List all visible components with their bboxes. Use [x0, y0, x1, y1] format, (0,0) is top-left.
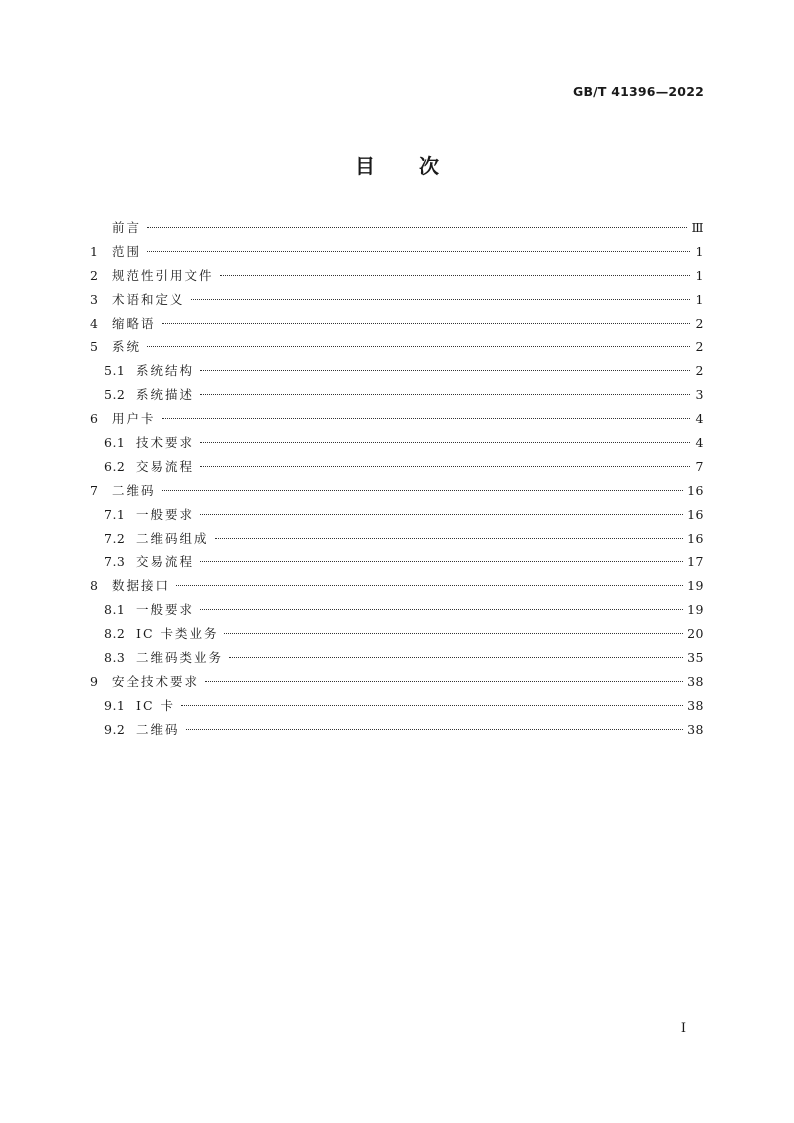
toc-entry-number: 5.2: [104, 387, 126, 403]
toc-entry-page: 1: [695, 267, 704, 283]
toc-entry-label: 范围: [112, 243, 142, 259]
toc-entry-number: 8.3: [104, 650, 126, 666]
toc-entry[interactable]: [90, 216, 704, 240]
page-title: [0, 150, 794, 179]
toc-entry-label: 安全技术要求: [112, 673, 200, 689]
toc-entry[interactable]: [90, 359, 704, 383]
toc-entry[interactable]: [90, 622, 704, 646]
toc-entry-number: 9: [90, 673, 99, 689]
toc-entry[interactable]: [90, 646, 704, 670]
toc-entry-page: 20: [687, 626, 704, 642]
toc-leader-dots: [200, 442, 690, 443]
toc-entry[interactable]: [90, 550, 704, 574]
toc-leader-dots: [181, 705, 683, 706]
toc-entry[interactable]: [90, 718, 704, 742]
toc-entry[interactable]: [90, 455, 704, 479]
toc-entry-page: 4: [695, 435, 704, 451]
toc-entry-page: 17: [687, 554, 704, 570]
page-folio: I: [680, 1021, 686, 1036]
toc-entry-label: 系统描述: [136, 387, 195, 403]
toc-leader-dots: [200, 514, 683, 515]
toc-entry[interactable]: [90, 288, 704, 312]
standard-code: GB/T 41396—2022: [572, 84, 704, 99]
toc-leader-dots: [215, 538, 684, 539]
toc-entry-page: 3: [695, 387, 704, 403]
toc-leader-dots: [200, 394, 690, 395]
toc-entry-page: 38: [687, 721, 704, 737]
toc-entry-label: 二维码类业务: [136, 650, 224, 666]
toc-leader-dots: [224, 633, 683, 634]
toc-leader-dots: [200, 370, 690, 371]
toc-leader-dots: [147, 346, 690, 347]
toc-entry-label: 系统: [112, 339, 142, 355]
toc-entry-number: 8.1: [104, 602, 126, 618]
toc-leader-dots: [220, 275, 690, 276]
toc-entry-number: 2: [90, 267, 99, 283]
toc-entry-page: 2: [695, 315, 704, 331]
toc-leader-dots: [162, 490, 684, 491]
toc-entry-page: 4: [695, 411, 704, 427]
toc-entry-number: 1: [90, 243, 99, 259]
toc-entry-number: 8.2: [104, 626, 126, 642]
toc-entry-label: 一般要求: [136, 602, 195, 618]
toc-entry-number: 7.3: [104, 554, 126, 570]
toc-leader-dots: [186, 729, 684, 730]
toc-entry-page: 16: [687, 506, 704, 522]
toc-entry-number: 6: [90, 411, 99, 427]
toc-entry-number: 8: [90, 578, 99, 594]
toc-entry-page: 16: [687, 482, 704, 498]
toc-entry-label: 交易流程: [136, 554, 195, 570]
toc-entry-number: 6.1: [104, 435, 126, 451]
toc-entry-page: 19: [687, 578, 704, 594]
toc-entry-number: 9.2: [104, 721, 126, 737]
toc-entry-label: IC 卡: [136, 697, 175, 713]
toc-entry-page: 35: [687, 650, 704, 666]
toc-leader-dots: [162, 323, 690, 324]
toc-entry-number: 3: [90, 291, 99, 307]
toc-entry-page: 19: [687, 602, 704, 618]
toc-entry-label: 规范性引用文件: [112, 267, 214, 283]
toc-entry[interactable]: [90, 335, 704, 359]
table-of-contents: [90, 216, 704, 742]
toc-entry-label: 系统结构: [136, 363, 195, 379]
toc-entry-page: 1: [695, 291, 704, 307]
toc-leader-dots: [200, 561, 683, 562]
toc-leader-dots: [205, 681, 683, 682]
toc-entry-page: 38: [687, 697, 704, 713]
toc-entry-number: 5.1: [104, 363, 126, 379]
toc-entry[interactable]: [90, 431, 704, 455]
toc-entry-number: 6.2: [104, 458, 126, 474]
page-title-char-2: 次: [419, 154, 439, 178]
toc-entry-label: 二维码: [112, 482, 156, 498]
toc-leader-dots: [191, 299, 690, 300]
toc-leader-dots: [176, 585, 683, 586]
toc-leader-dots: [229, 657, 683, 658]
toc-entry[interactable]: [90, 503, 704, 527]
toc-leader-dots: [147, 227, 687, 228]
toc-entry-page: 16: [687, 530, 704, 546]
toc-entry-number: 7.1: [104, 506, 126, 522]
toc-entry-number: 9.1: [104, 697, 126, 713]
toc-entry-label: 技术要求: [136, 435, 195, 451]
toc-entry[interactable]: [90, 694, 704, 718]
toc-entry-label: 二维码组成: [136, 530, 209, 546]
toc-entry[interactable]: [90, 264, 704, 288]
toc-entry-label: IC 卡类业务: [136, 626, 219, 642]
toc-leader-dots: [147, 251, 690, 252]
toc-entry-label: 前言: [112, 220, 142, 235]
toc-entry[interactable]: [90, 670, 704, 694]
toc-entry-label: 缩略语: [112, 315, 156, 331]
toc-entry-label: 数据接口: [112, 578, 171, 594]
toc-entry-label: 交易流程: [136, 458, 195, 474]
toc-entry-label: 术语和定义: [112, 291, 185, 307]
toc-entry[interactable]: [90, 598, 704, 622]
toc-entry-number: 4: [90, 315, 99, 331]
toc-entry-page: 1: [695, 243, 704, 259]
toc-entry[interactable]: [90, 407, 704, 431]
toc-entry-page: 7: [695, 458, 704, 474]
toc-entry[interactable]: [90, 574, 704, 598]
toc-leader-dots: [200, 466, 690, 467]
toc-entry[interactable]: [90, 312, 704, 336]
toc-entry[interactable]: [90, 240, 704, 264]
toc-leader-dots: [200, 609, 683, 610]
toc-entry[interactable]: [90, 479, 704, 503]
toc-entry-label: 用户卡: [112, 411, 156, 427]
toc-entry-page: Ⅲ: [691, 220, 704, 235]
toc-entry-page: 38: [687, 673, 704, 689]
toc-entry-number: 5: [90, 339, 99, 355]
page-title-char-1: 目: [355, 154, 375, 178]
toc-entry[interactable]: [90, 383, 704, 407]
toc-entry-number: 7: [90, 482, 99, 498]
toc-entry-page: 2: [695, 339, 704, 355]
toc-entry-label: 二维码: [136, 721, 180, 737]
toc-entry-page: 2: [695, 363, 704, 379]
toc-leader-dots: [162, 418, 690, 419]
toc-entry-number: 7.2: [104, 530, 126, 546]
toc-entry[interactable]: [90, 527, 704, 551]
toc-entry-label: 一般要求: [136, 506, 195, 522]
